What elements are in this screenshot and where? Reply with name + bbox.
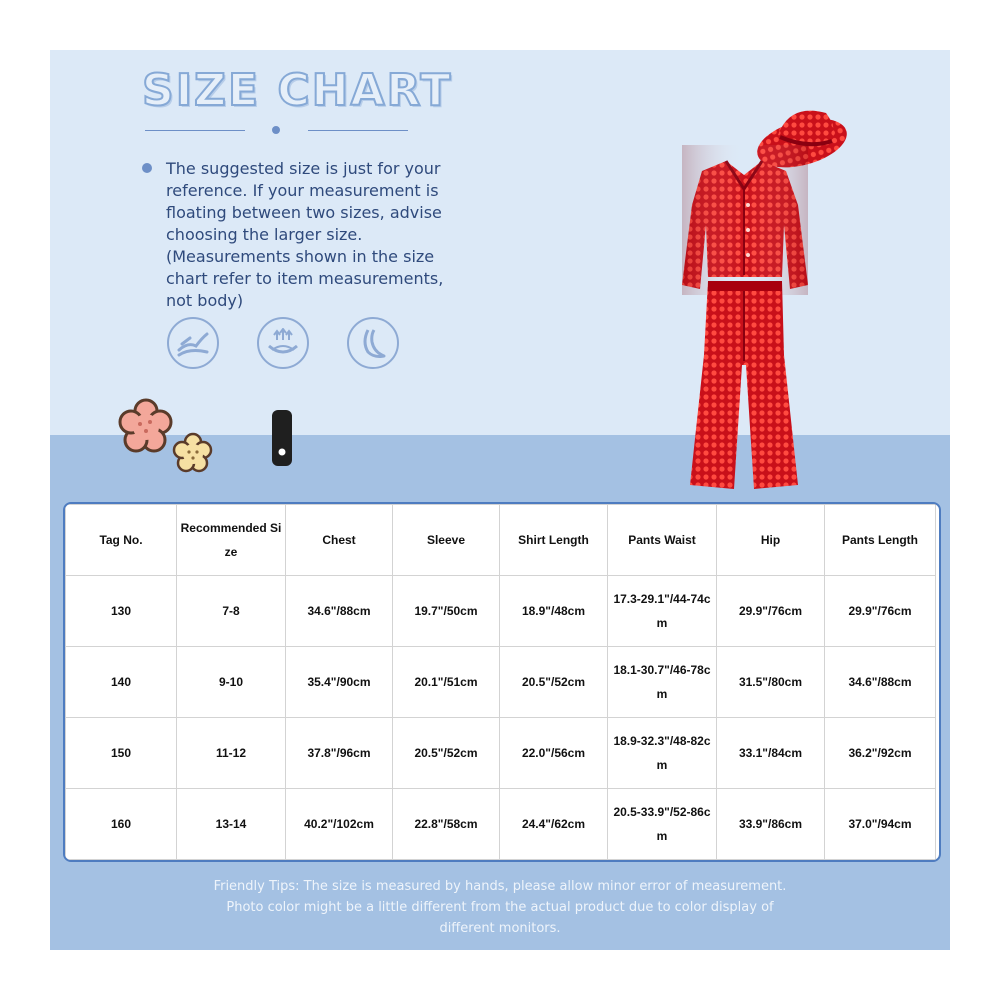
cell-chest: 40.2"/102cm [286,789,393,860]
header-pants-waist: Pants Waist [608,505,717,576]
header-pants-length: Pants Length [825,505,936,576]
cell-sleeve: 19.7"/50cm [393,576,500,647]
size-table [65,504,936,860]
cell-pants-length: 34.6"/88cm [825,647,936,718]
cell-recommended-size: 11-12 [177,718,286,789]
cell-tag-no: 150 [66,718,177,789]
cell-hip: 31.5"/80cm [717,647,825,718]
size-note: The suggested size is just for your reference. If your measurement is floating between two sizes, advise choosing the larger size. (Measurements shown in the size chart refer to item measurements, not body) [166,159,444,310]
table-row [66,789,936,860]
cell-chest: 35.4"/90cm [286,647,393,718]
cell-pants-length: 36.2"/92cm [825,718,936,789]
cell-sleeve: 20.5"/52cm [393,718,500,789]
comfort-icon [347,317,399,369]
cell-tag-no: 160 [66,789,177,860]
note-bullet [142,163,152,173]
table-row [66,576,936,647]
soft-fabric-icon [167,317,219,369]
cell-shirt-length: 18.9"/48cm [500,576,608,647]
cell-hip: 33.1"/84cm [717,718,825,789]
breathable-icon [257,317,309,369]
size-table-card [63,502,941,862]
cell-shirt-length: 22.0"/56cm [500,718,608,789]
cell-chest: 37.8"/96cm [286,718,393,789]
yellow-flower-icon [172,432,214,474]
product-image [662,105,872,495]
title-divider-left [145,130,245,131]
cell-shirt-length: 24.4"/62cm [500,789,608,860]
size-chart-panel [50,50,950,950]
pink-flower-icon [118,398,174,454]
table-row [66,718,936,789]
title-divider-dot [272,126,280,134]
cell-hip: 29.9"/76cm [717,576,825,647]
table-row [66,647,936,718]
cell-recommended-size: 13-14 [177,789,286,860]
cell-pants-length: 29.9"/76cm [825,576,936,647]
cell-pants-waist: 17.3-29.1"/44-74cm [608,576,717,647]
page-title: SIZE CHART [142,65,453,116]
header-tag-no: Tag No. [66,505,177,576]
header-sleeve: Sleeve [393,505,500,576]
header-recommended-size: Recommended Size [177,505,286,576]
cell-pants-waist: 18.1-30.7"/46-78cm [608,647,717,718]
cell-sleeve: 22.8"/58cm [393,789,500,860]
cell-pants-waist: 18.9-32.3"/48-82cm [608,718,717,789]
cell-tag-no: 140 [66,647,177,718]
table-header-row [66,505,936,576]
title-divider-right [308,130,408,131]
cell-recommended-size: 9-10 [177,647,286,718]
cell-tag-no: 130 [66,576,177,647]
header-shirt-length: Shirt Length [500,505,608,576]
bookmark-tag-icon [270,408,294,468]
header-hip: Hip [717,505,825,576]
friendly-tips: Friendly Tips: The size is measured by hands, please allow minor error of measurement. Photo color might be a little different from the actual product due to color display of different monitors. [213,879,787,936]
cell-pants-length: 37.0"/94cm [825,789,936,860]
cell-recommended-size: 7-8 [177,576,286,647]
cell-sleeve: 20.1"/51cm [393,647,500,718]
cell-hip: 33.9"/86cm [717,789,825,860]
cell-pants-waist: 20.5-33.9"/52-86cm [608,789,717,860]
cell-chest: 34.6"/88cm [286,576,393,647]
shirt-icon [682,145,808,295]
header-chest: Chest [286,505,393,576]
cell-shirt-length: 20.5"/52cm [500,647,608,718]
pants-icon [690,281,798,489]
